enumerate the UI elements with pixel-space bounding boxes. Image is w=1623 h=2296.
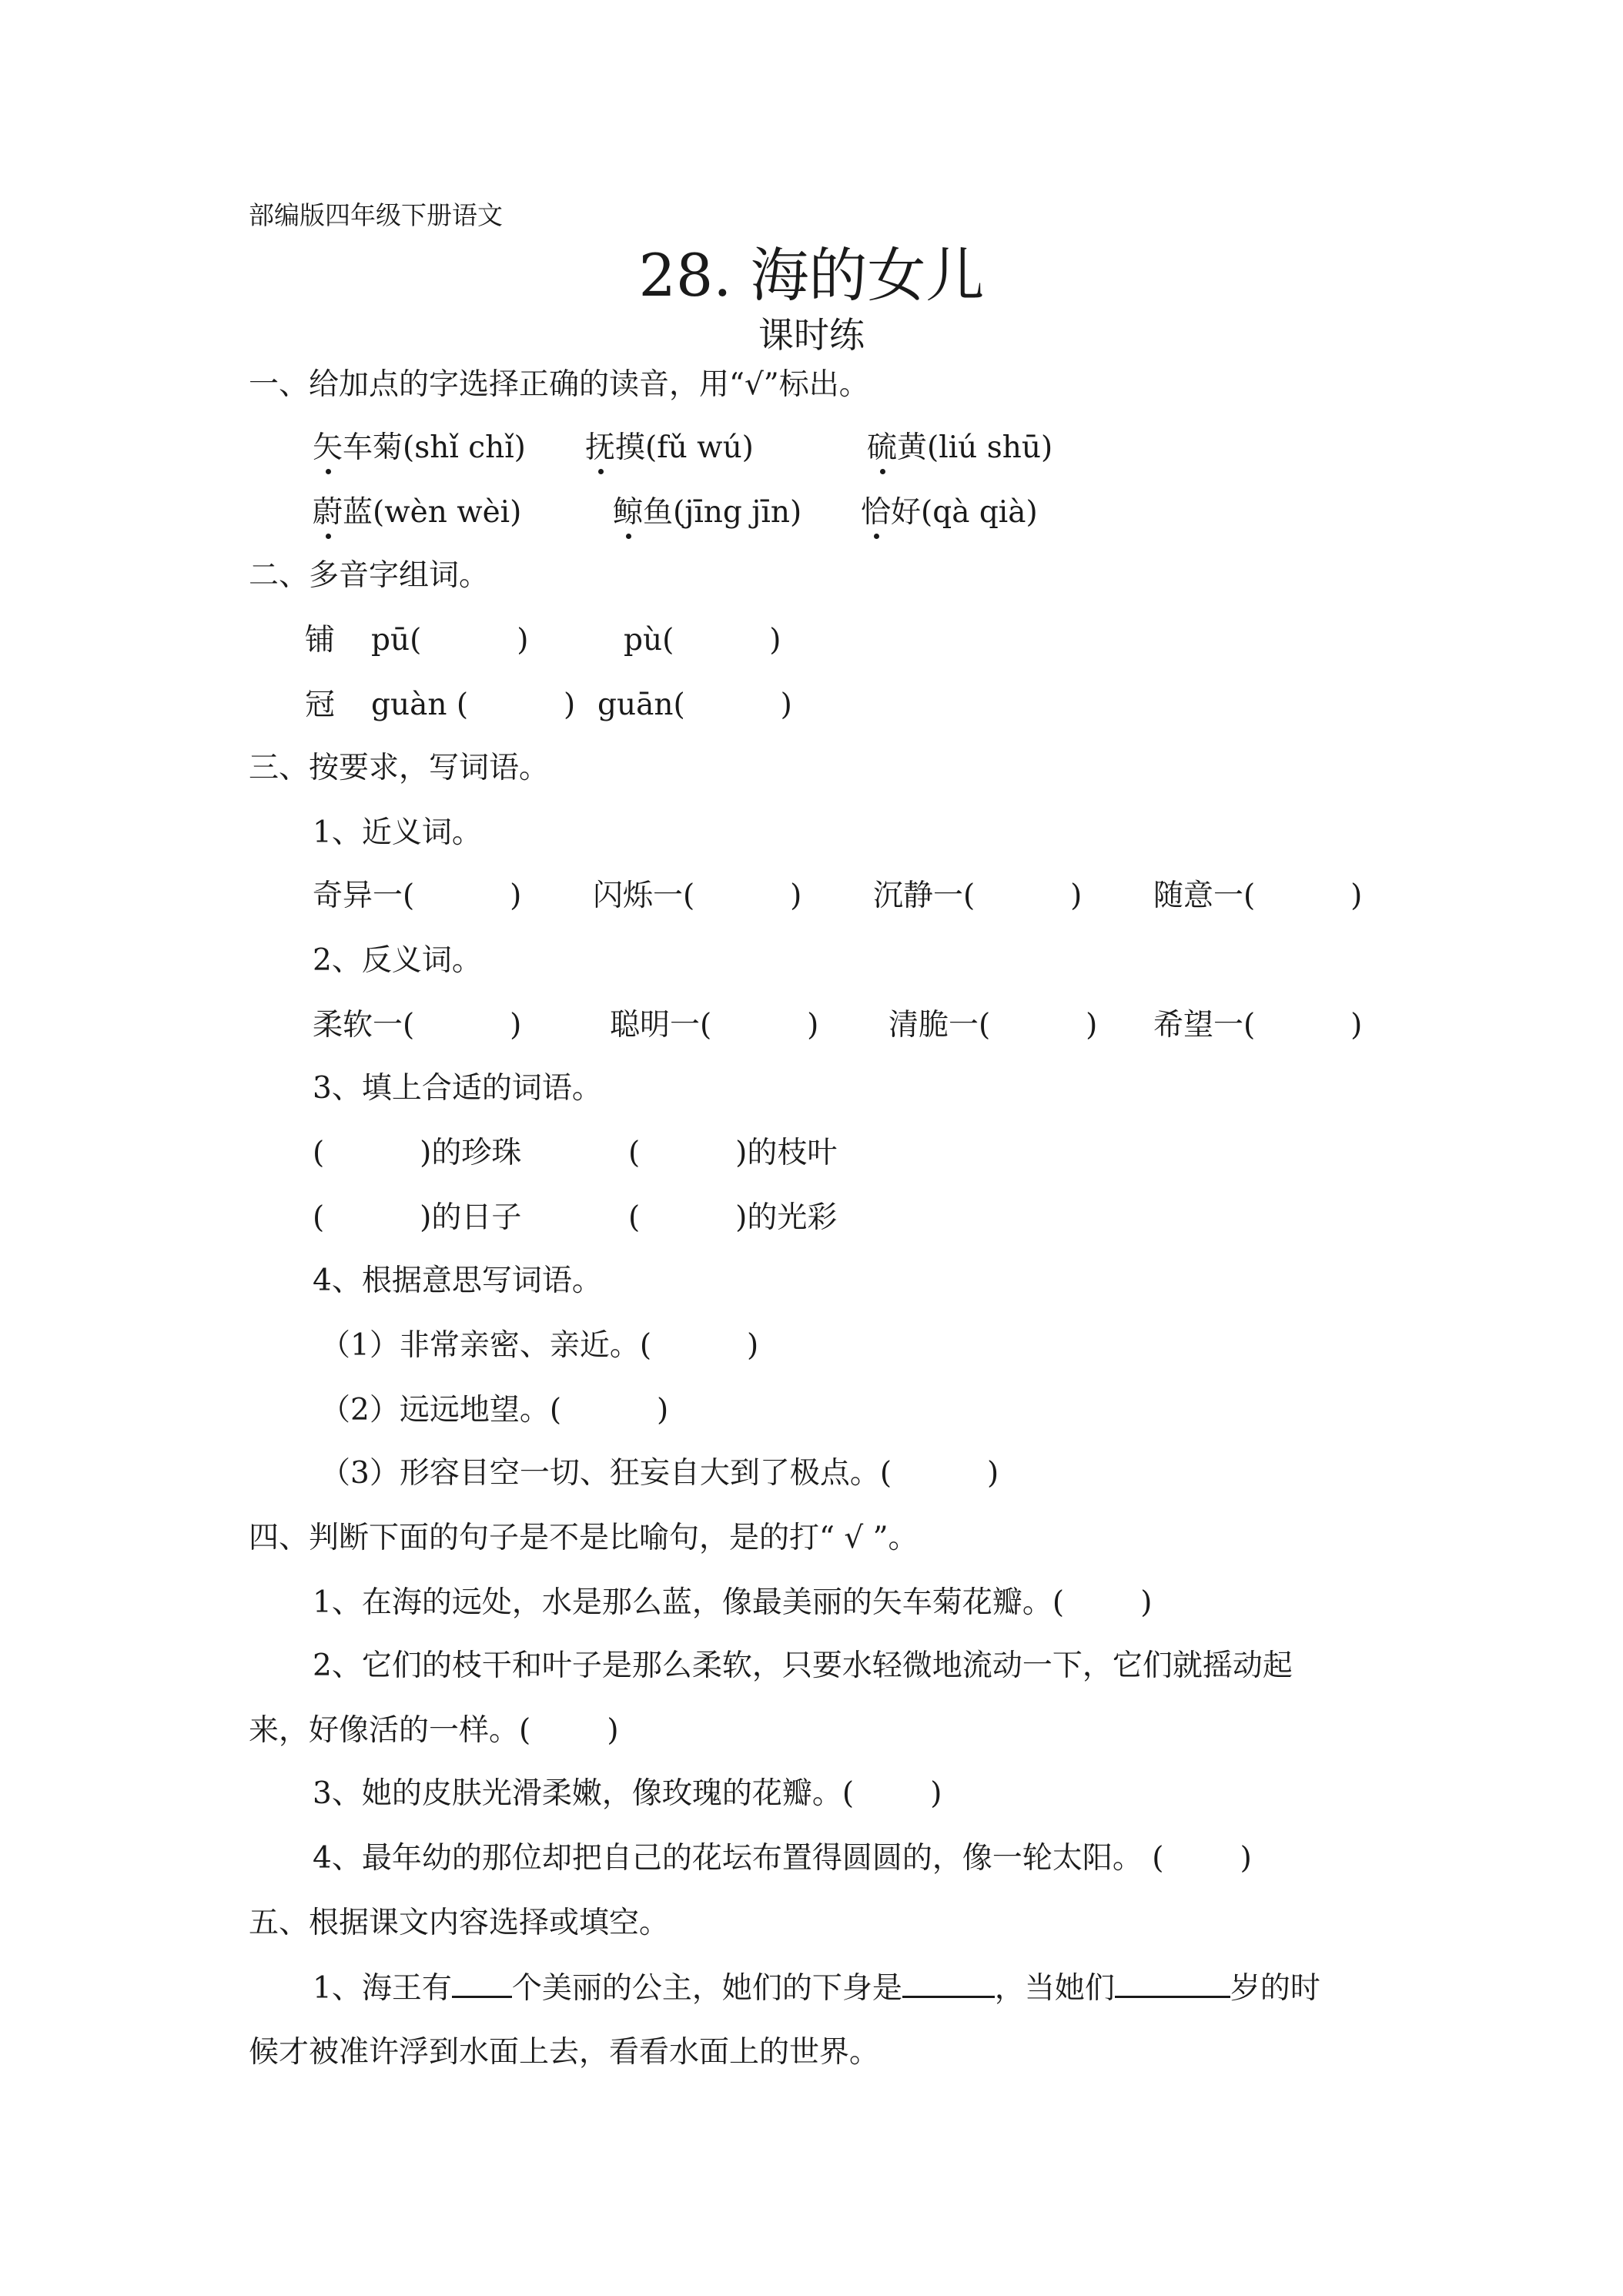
antonyms-subheading: 2、反义词。 <box>313 943 482 978</box>
question-text: 个美丽的公主，她们的下身是 <box>511 1971 902 2006</box>
judge-sentence: 3、她的皮肤光滑柔嫩，像玫瑰的花瓣。( ) <box>313 1776 942 1811</box>
synonyms-subheading: 1、近义词。 <box>313 815 482 850</box>
page-subtitle: 课时练 <box>758 314 865 356</box>
synonym-item: 奇异一( ) <box>313 879 522 913</box>
dotted-char: 抚 <box>585 428 615 468</box>
pinyin-options: 蓝(wèn wèi) <box>343 495 522 530</box>
answer-blank[interactable] <box>902 1968 995 1998</box>
answer-blank[interactable] <box>1115 1968 1230 1998</box>
fill-subheading: 3、填上合适的词语。 <box>313 1071 602 1106</box>
fill-item: ( )的珍珠 <box>313 1136 522 1170</box>
pinyin-item <box>585 428 754 468</box>
fill-question <box>313 1968 1320 2009</box>
polyphone-blank: pù( ) <box>624 623 781 658</box>
pinyin-item <box>867 428 1052 468</box>
answer-blank[interactable] <box>452 1968 512 1998</box>
fill-question-continued: 候才被准许浮到水面上去，看看水面上的世界。 <box>249 2035 880 2070</box>
polyphone-blank: guān( ) <box>597 688 792 722</box>
dotted-char: 矢 <box>313 428 343 468</box>
pinyin-item <box>613 493 801 533</box>
dotted-char: 恰 <box>861 493 891 533</box>
section2-heading: 二、多音字组词。 <box>249 558 490 593</box>
pinyin-options: 好(qà qià) <box>891 495 1038 530</box>
judge-sentence: 1、在海的远处，水是那么蓝，像最美丽的矢车菊花瓣。( ) <box>313 1585 1153 1620</box>
section1-heading: 一、给加点的字选择正确的读音，用“√”标出。 <box>249 367 869 402</box>
question-text: 1、海王有 <box>313 1971 452 2006</box>
page-title: 28. 海的女儿 <box>638 241 985 310</box>
meaning-item: （1）非常亲密、亲近。( ) <box>320 1328 759 1363</box>
meaning-item: （3）形容目空一切、狂妄自大到了极点。( ) <box>320 1456 999 1491</box>
meaning-subheading: 4、根据意思写词语。 <box>313 1263 602 1298</box>
fill-item: ( )的枝叶 <box>628 1136 838 1170</box>
antonym-item: 希望一( ) <box>1153 1008 1363 1043</box>
fill-item: ( )的日子 <box>313 1200 522 1235</box>
pinyin-item <box>861 493 1038 533</box>
pinyin-item <box>313 428 526 468</box>
header-label: 部编版四年级下册语文 <box>249 200 503 230</box>
synonym-item: 随意一( ) <box>1153 879 1363 913</box>
section4-heading: 四、判断下面的句子是不是比喻句，是的打“ √ ”。 <box>249 1521 919 1555</box>
pinyin-item <box>313 493 521 533</box>
pinyin-options: 鱼(jīng jīn) <box>643 495 802 530</box>
synonym-item: 沉静一( ) <box>873 879 1083 913</box>
antonym-item: 清脆一( ) <box>888 1008 1098 1043</box>
judge-sentence-continued: 来，好像活的一样。( ) <box>249 1713 619 1748</box>
section5-heading: 五、根据课文内容选择或填空。 <box>249 1906 670 1940</box>
antonym-item: 聪明一( ) <box>610 1008 819 1043</box>
pinyin-options: 车菊(shǐ chǐ) <box>343 430 526 465</box>
question-text: ，当她们 <box>994 1971 1115 2006</box>
polyphone-blank: pū( ) <box>371 623 529 658</box>
judge-sentence: 4、最年幼的那位却把自己的花坛布置得圆圆的，像一轮太阳。 ( ) <box>313 1841 1252 1876</box>
synonym-item: 闪烁一( ) <box>593 879 802 913</box>
polyphone-blank: guàn ( ) <box>371 688 576 722</box>
dotted-char: 硫 <box>867 428 897 468</box>
dotted-char: 蔚 <box>313 493 343 533</box>
section3-heading: 三、按要求，写词语。 <box>249 751 550 785</box>
polyphone-char: 冠 <box>305 688 336 722</box>
meaning-item: （2）远远地望。( ) <box>320 1393 669 1427</box>
question-text: 岁的时 <box>1230 1971 1320 2006</box>
dotted-char: 鲸 <box>613 493 643 533</box>
polyphone-char: 铺 <box>305 623 336 658</box>
pinyin-options: 摸(fǔ wú) <box>615 430 754 465</box>
judge-sentence: 2、它们的枝干和叶子是那么柔软，只要水轻微地流动一下，它们就摇动起 <box>313 1648 1293 1683</box>
pinyin-options: 黄(liú shū) <box>897 430 1053 465</box>
antonym-item: 柔软一( ) <box>313 1008 522 1043</box>
fill-item: ( )的光彩 <box>628 1200 838 1235</box>
